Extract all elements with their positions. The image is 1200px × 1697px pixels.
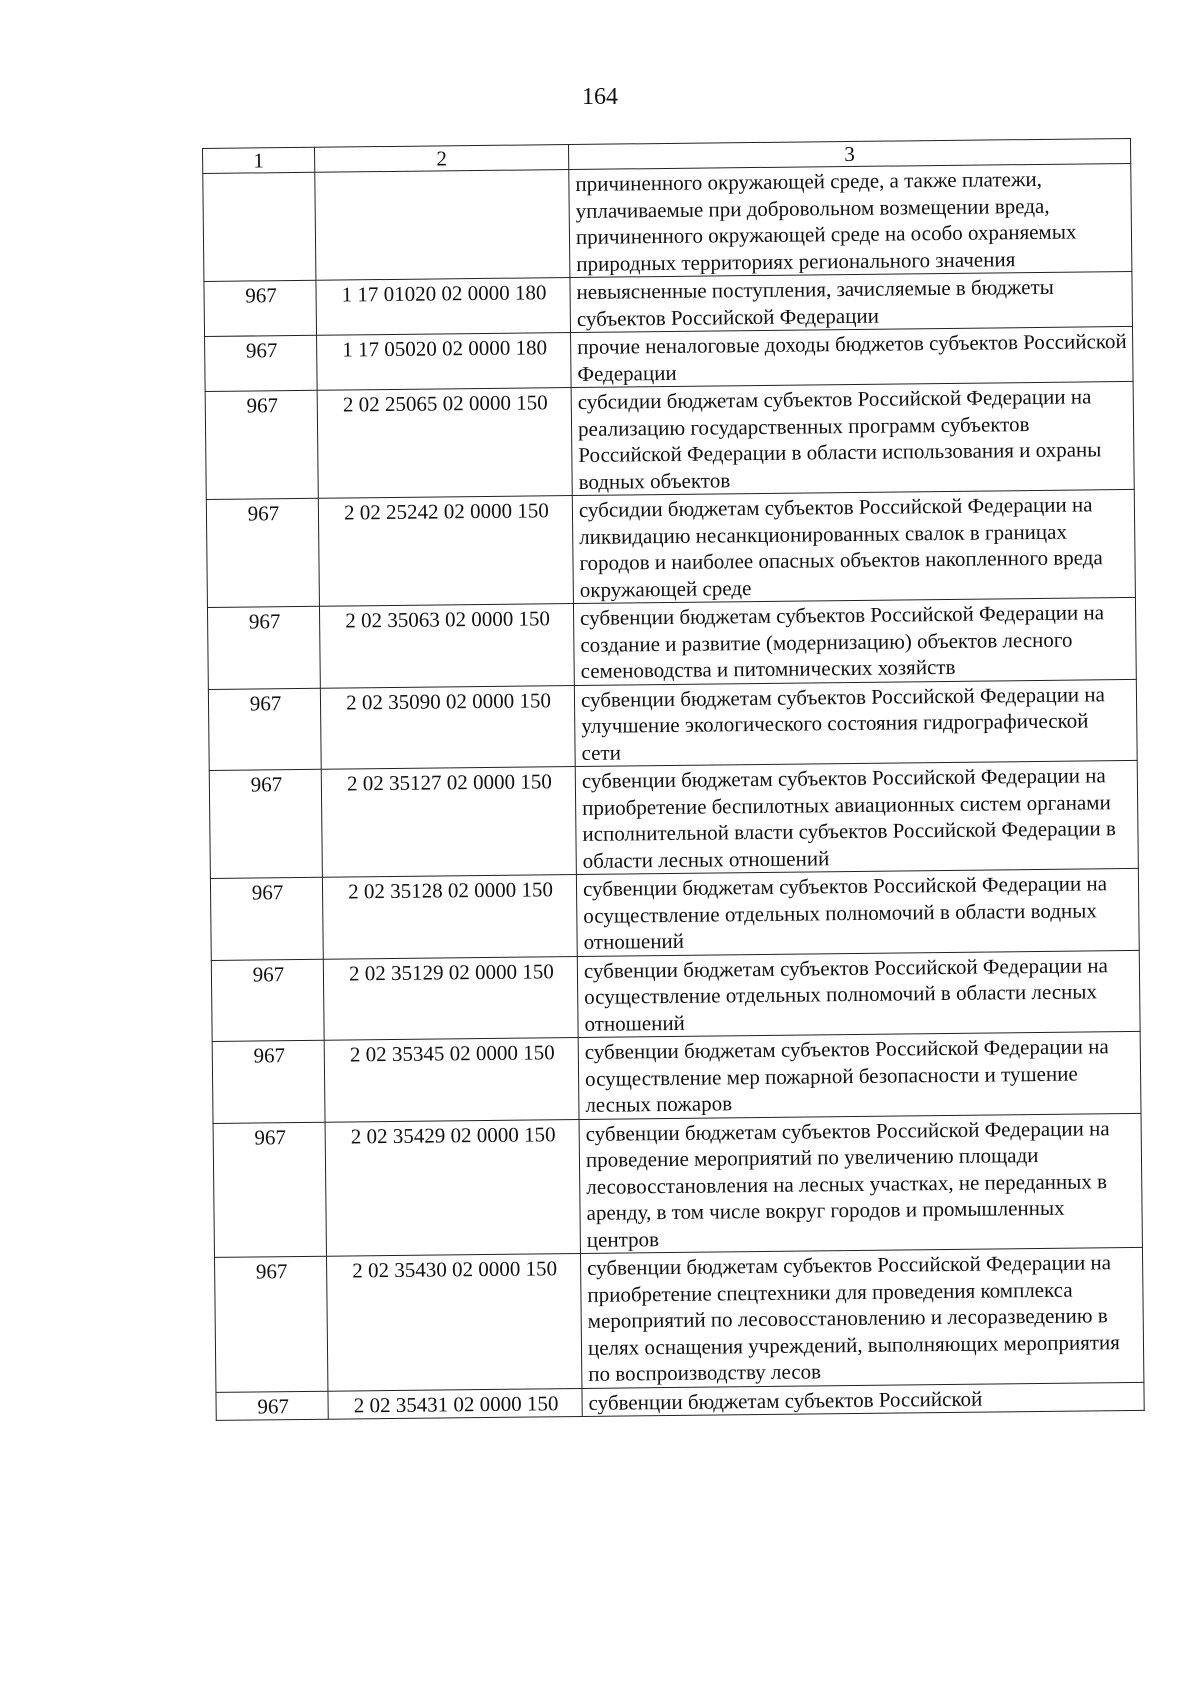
budget-code-cell: 1 17 01020 02 0000 180 bbox=[316, 278, 571, 336]
table-row bbox=[210, 868, 1139, 960]
admin-code-cell: 967 bbox=[210, 877, 323, 960]
budget-code-cell: 1 17 05020 02 0000 180 bbox=[317, 333, 572, 391]
description-cell: субвенции бюджетам субъектов Российской Федерации на приобретение беспилотных авиационных систем органами исполнительной власти субъектов Российской Федерации в области лесных отношений bbox=[575, 760, 1138, 874]
admin-code-cell: 967 bbox=[205, 390, 318, 499]
budget-code-cell: 2 02 25065 02 0000 150 bbox=[317, 388, 572, 499]
table-row bbox=[211, 950, 1140, 1042]
table-body bbox=[203, 163, 1144, 1420]
budget-code-cell: 2 02 35429 02 0000 150 bbox=[325, 1119, 580, 1256]
page-number: 164 bbox=[582, 84, 618, 110]
budget-code-cell: 2 02 35431 02 0000 150 bbox=[328, 1388, 582, 1419]
table-row bbox=[209, 760, 1138, 878]
budget-code-cell: 2 02 35090 02 0000 150 bbox=[320, 685, 575, 769]
budget-code-cell: 2 02 35127 02 0000 150 bbox=[321, 766, 576, 877]
budget-code-cell: 2 02 35128 02 0000 150 bbox=[322, 874, 577, 958]
description-cell: невыясненные поступления, зачисляемые в бюджеты субъектов Российской Федерации bbox=[570, 271, 1133, 332]
description-cell: субвенции бюджетам субъектов Российской Федерации на приобретение спецтехники для проведения комплекса мероприятий по лесовосстановлению и лесоразведению в целях оснащения учреждений, выполняющих мероприятия по воспроизводству лесов bbox=[580, 1247, 1143, 1388]
budget-code-cell: 2 02 35129 02 0000 150 bbox=[323, 956, 578, 1040]
description-cell: причиненного окружающей среде, а также платежи, уплачиваемые при добровольном возмещении вреда, причиненного окружающей среде на особо охраняемых природных территориях регионального значения bbox=[569, 163, 1132, 277]
table-row bbox=[206, 489, 1135, 607]
description-cell: субвенции бюджетам субъектов Российской Федерации на проведение мероприятий по увеличению площади лесовосстановления на лесных участках, не переданных в аренду, в том числе вокруг городов и промышленных центров bbox=[579, 1113, 1142, 1254]
column-header-1: 1 bbox=[203, 147, 315, 173]
admin-code-cell: 967 bbox=[208, 688, 321, 771]
table-row bbox=[215, 1247, 1144, 1392]
admin-code-cell: 967 bbox=[215, 1256, 328, 1392]
description-cell: субвенции бюджетам субъектов Российской Федерации на осуществление отдельных полномочий в области лесных отношений bbox=[577, 950, 1140, 1038]
table-row bbox=[203, 163, 1132, 281]
admin-code-cell: 967 bbox=[211, 959, 324, 1042]
table-row bbox=[205, 381, 1134, 499]
admin-code-cell: 967 bbox=[213, 1122, 326, 1258]
description-cell: субвенции бюджетам субъектов Российской Федерации на осуществление мер пожарной безопасности и тушение лесных пожаров bbox=[578, 1031, 1141, 1119]
description-cell: прочие неналоговые доходы бюджетов субъектов Российской Федерации bbox=[571, 326, 1134, 387]
description-cell: субвенции бюджетам субъектов Российской Федерации на создание и развитие (модернизацию) объектов лесного семеноводства и питомнических хозяйств bbox=[573, 597, 1136, 685]
description-cell: субсидии бюджетам субъектов Российской Федерации на реализацию государственных программ субъектов Российской Федерации в области использования и охраны водных объектов bbox=[571, 381, 1134, 495]
description-cell: субвенции бюджетам субъектов Российской Федерации на осуществление отдельных полномочий в области водных отношений bbox=[576, 868, 1139, 956]
table-row bbox=[205, 326, 1134, 391]
description-cell: субсидии бюджетам субъектов Российской Федерации на ликвидацию несанкционированных свалок в границах городов и наиболее опасных объектов накопленного вреда окружающей среде bbox=[572, 489, 1135, 603]
description-cell: субвенции бюджетам субъектов Российской Федерации на улучшение экологического состояния гидрографической сети bbox=[574, 679, 1137, 767]
column-header-3: 3 bbox=[568, 138, 1130, 169]
budget-code-cell: 2 02 25242 02 0000 150 bbox=[318, 496, 573, 607]
admin-code-cell: 967 bbox=[204, 280, 317, 336]
table-row bbox=[204, 271, 1133, 336]
admin-code-cell: 967 bbox=[207, 606, 320, 689]
budget-code-cell bbox=[315, 170, 570, 281]
admin-code-cell: 967 bbox=[216, 1391, 328, 1421]
admin-code-cell: 967 bbox=[205, 335, 318, 391]
admin-code-cell: 967 bbox=[212, 1040, 325, 1123]
column-header-2: 2 bbox=[314, 145, 568, 173]
admin-code-cell bbox=[203, 172, 316, 281]
table-row bbox=[207, 597, 1136, 689]
budget-table bbox=[202, 138, 1145, 1421]
admin-code-cell: 967 bbox=[206, 498, 319, 607]
admin-code-cell: 967 bbox=[209, 769, 322, 878]
table-row bbox=[208, 679, 1137, 771]
budget-code-cell: 2 02 35063 02 0000 150 bbox=[319, 604, 574, 688]
budget-code-cell: 2 02 35345 02 0000 150 bbox=[324, 1037, 579, 1121]
budget-code-cell: 2 02 35430 02 0000 150 bbox=[326, 1253, 581, 1390]
description-cell: субвенции бюджетам субъектов Российской bbox=[582, 1382, 1144, 1417]
table-row bbox=[213, 1113, 1142, 1258]
table-row bbox=[212, 1031, 1141, 1123]
